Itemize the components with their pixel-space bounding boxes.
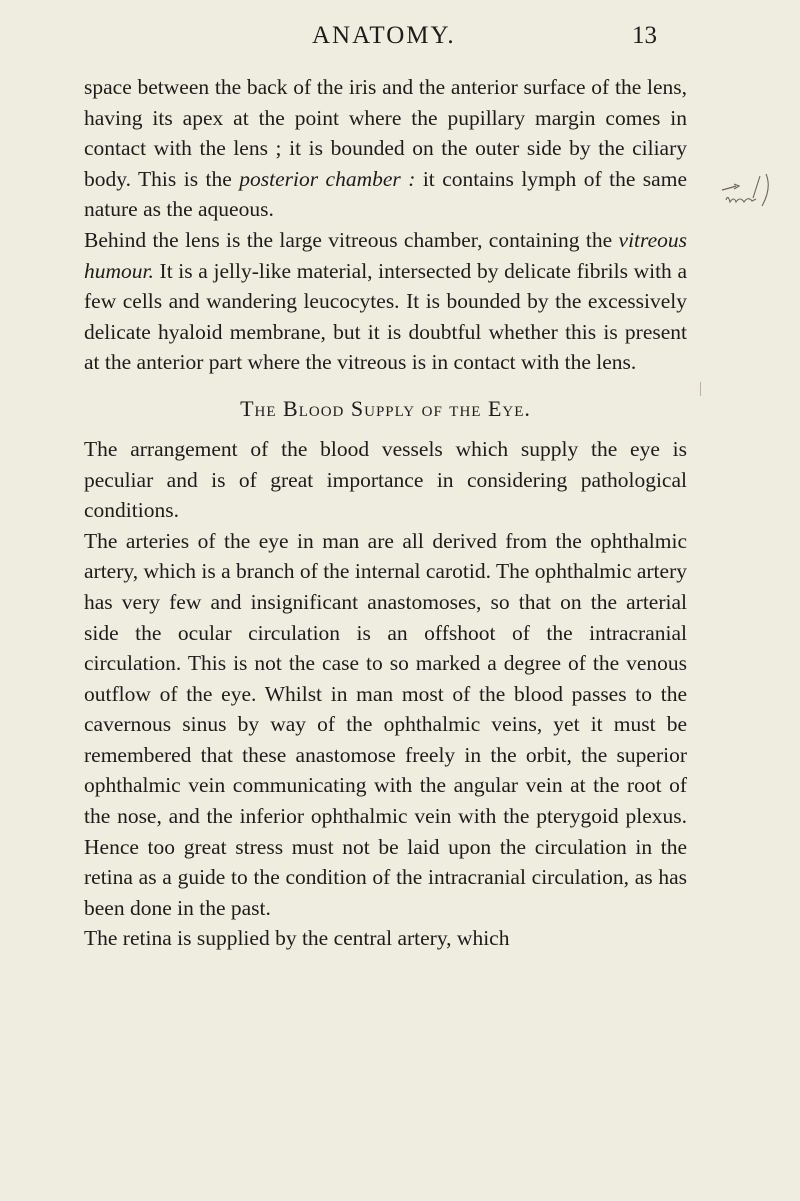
section-heading: The Blood Supply of the Eye. xyxy=(240,395,531,421)
paragraph-text: It is a jelly-like material, intersected by delicate fibrils with a few cells and wandering leucocytes. It is bounded by the excessively delicate hyaloid membrane, but it is doubtful whether this is present at the anterior part where the vitreous is in contact with the lens. xyxy=(84,258,687,375)
paragraph-text: it contains lymph of the same nature as the aqueous. xyxy=(84,166,687,222)
paragraph-text: Behind the lens is the large vitreous chamber, containing the xyxy=(84,227,619,252)
handwritten-margin-mark-icon xyxy=(720,168,780,228)
italic-term-vitreous-humour: vitreous humour. xyxy=(84,227,687,283)
running-title: ANATOMY. xyxy=(312,22,456,49)
paragraph-posterior-chamber xyxy=(84,72,687,225)
italic-term-posterior-chamber: posterior chamber : xyxy=(239,166,416,191)
paragraph-retina: The retina is supplied by the central artery, which xyxy=(84,926,510,951)
paragraph-vitreous-chamber xyxy=(84,225,687,378)
paragraph-text: space between the back of the iris and the anterior surface of the lens, having its apex at the point where the pupillary margin comes in contact with the lens ; it is bounded on the outer side by the ciliary body. This is the xyxy=(84,75,687,191)
page-smudge xyxy=(700,382,707,396)
paragraph-arrangement: The arrangement of the blood vessels which supply the eye is peculiar and is of great importance in considering pathological conditions. xyxy=(84,436,687,523)
body-text xyxy=(84,72,687,954)
running-head xyxy=(0,22,800,52)
paragraph-arteries: The arteries of the eye in man are all derived from the ophthalmic artery, which is a branch of the internal carotid. The ophthalmic artery has very few and insignificant anastomoses, so that on the arterial side the ocular circulation is an offshoot of the intracranial circulation. This is not the case to so marked a degree of the venous outflow of the eye. Whilst in man most of the blood passes to the cavernous sinus by way of the ophthalmic veins, yet it must be remembered that these anastomose freely in the orbit, the superior ophthalmic vein communicating with the angular vein at the root of the nose, and the inferior ophthalmic vein with the pterygoid plexus. Hence too great stress must not be laid upon the circulation in the retina as a guide to the condition of the intracranial circulation, as has been done in the past. xyxy=(84,528,687,920)
page-number: 13 xyxy=(632,22,657,49)
